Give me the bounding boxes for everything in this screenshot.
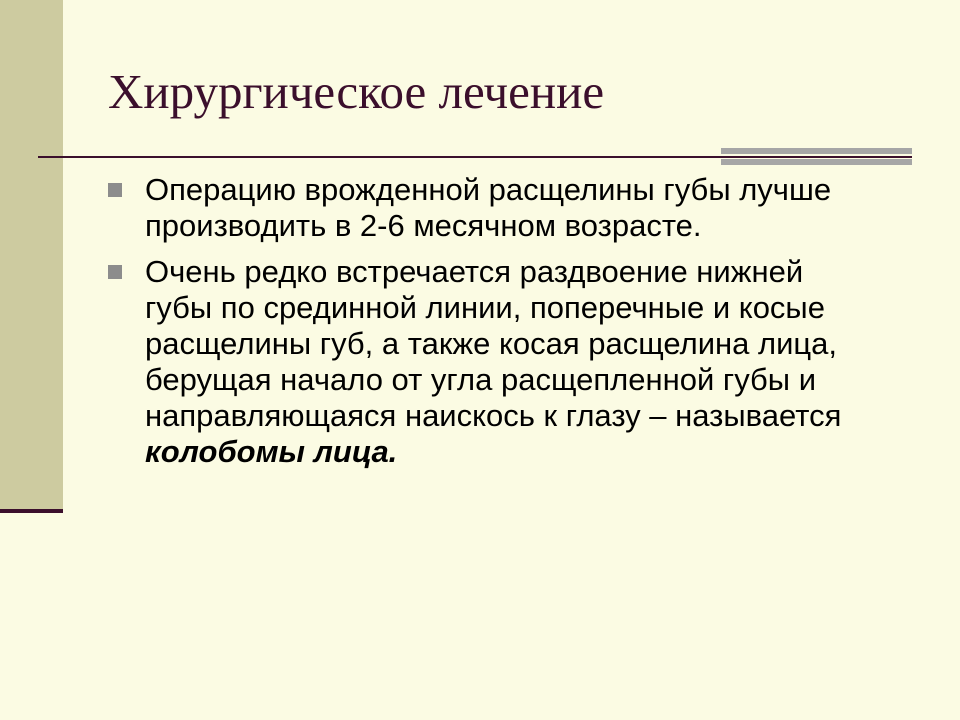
bullet-item — [105, 254, 865, 470]
square-bullet-icon — [108, 183, 122, 197]
bullet-item — [105, 172, 865, 244]
title-divider — [38, 156, 912, 158]
title-divider-accent-top — [721, 148, 912, 154]
bullet-text: Очень редко встречается раздвоение нижней губы по срединной линии, поперечные и косые расщелины губ, а также косая расщелина лица, берущая начало от угла расщепленной губы и направляющаяся наискось к глазу – называется — [145, 254, 842, 433]
side-decoration-line — [0, 509, 63, 513]
bullet-emphasis-text: колобомы лица. — [145, 434, 398, 469]
square-bullet-icon — [108, 265, 122, 279]
side-decoration-bar — [0, 0, 63, 510]
bullet-list — [105, 172, 865, 480]
bullet-text: Операцию врожденной расщелины губы лучше производить в 2-6 месячном возрасте. — [145, 172, 832, 243]
title-divider-accent-bottom — [721, 159, 912, 165]
slide-title: Хирургическое лечение — [108, 64, 605, 119]
